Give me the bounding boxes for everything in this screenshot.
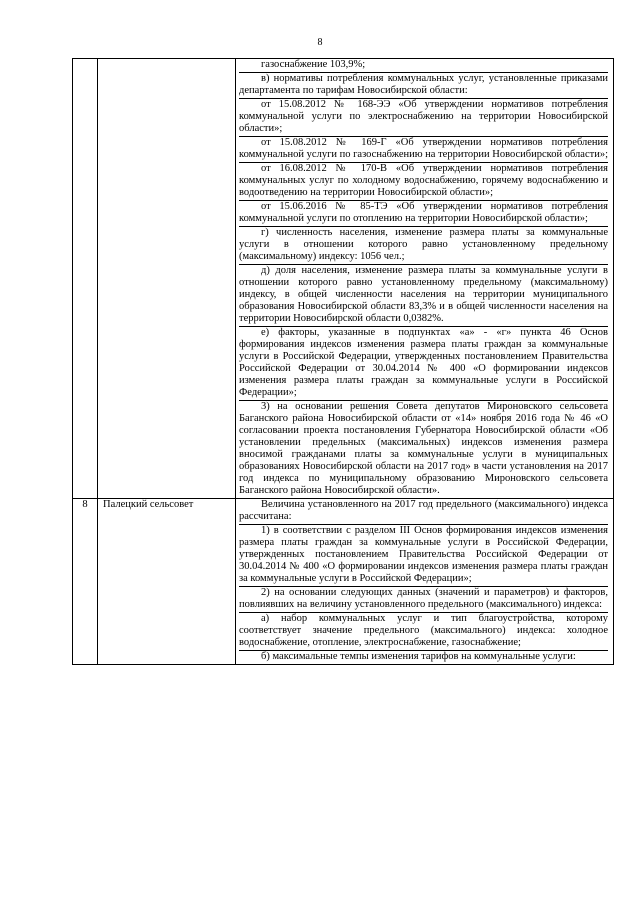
page-number: 8 (317, 37, 323, 48)
municipality-name-cell (98, 59, 236, 499)
paragraph: от 15.06.2016 № 85-ТЭ «Об утверждении нормативов потребления коммунальной услуги по отоплению на территории Новосибирской области»; (239, 201, 608, 227)
paragraph: от 15.08.2012 № 169-Г «Об утверждении нормативов потребления коммунальной услуги по газоснабжению на территории Новосибирской области»; (239, 137, 608, 163)
paragraph: в) нормативы потребления коммунальных услуг, установленные приказами департамента по тарифам Новосибирской области: (239, 73, 608, 99)
paragraph: от 15.08.2012 № 168-ЭЭ «Об утверждении нормативов потребления коммунальной услуги по электроснабжению на территории Новосибирской области»; (239, 99, 608, 137)
row-number-cell (73, 59, 98, 499)
paragraph: 2) на основании следующих данных (значений и параметров) и факторов, повлиявших на величину установленного предельного (максимального) индекса: (239, 587, 608, 613)
paragraph: б) максимальные темпы изменения тарифов на коммунальные услуги: (261, 651, 576, 662)
paragraph: от 16.08.2012 № 170-В «Об утверждении нормативов потребления коммунальных услуг по холодному водоснабжению, горячему водоснабжению и водоотведению на территории Новосибирской области»; (239, 163, 608, 201)
municipalities-table (72, 58, 614, 665)
paragraph: д) доля населения, изменение размера платы за коммунальные услуги в отношении которого равно установленному предельному (максимальному) индексу, в общей численности населения на территории муниципального образования Новосибирской области 83,3% и в общей численности населения на территории Новосибирской области 0,0382%. (239, 265, 608, 327)
paragraph: газоснабжение 103,9%; (239, 59, 608, 73)
municipality-name-cell: Палецкий сельсовет (98, 499, 236, 665)
paragraph: е) факторы, указанные в подпунктах «а» - «г» пункта 46 Основ формирования индексов изменения размера платы граждан за коммунальные услуги в Российской Федерации, утвержденных постановлением Правительства Российской Федерации от 30.04.2014 № 400 «О формировании индексов изменения размера платы граждан за коммунальные услуги в Российской Федерации»; (239, 327, 608, 401)
table-row (73, 59, 614, 499)
paragraph: г) численность населения, изменение размера платы за коммунальные услуги в отношении которого равно установленному предельному (максимальному) индексу: 1056 чел.; (239, 227, 608, 265)
paragraph: 3) на основании решения Совета депутатов Мироновского сельсовета Баганского района Новосибирской области от «14» ноября 2016 года № 46 «О согласовании проекта постановления Губернатора Новосибирской области «Об установлении предельных (максимальных) индексов изменения размера вносимой гражданами платы за коммунальные услуги в муниципальных образованиях Новосибирской области на 2017 год» в части установления на 2017 год индекса по муниципальному образованию Мироновского сельсовета Баганского района Новосибирской области». (239, 401, 608, 496)
justification-cell (236, 59, 614, 499)
row-number-cell: 8 (73, 499, 98, 665)
paragraph: а) набор коммунальных услуг и тип благоустройства, которому соответствует значение предельного (максимального) индекса: холодное водоснабжение, отопление, электроснабжение, газоснабжение; (239, 613, 608, 651)
paragraph: 1) в соответствии с разделом III Основ формирования индексов изменения размера платы граждан за коммунальные услуги в Российской Федерации, утвержденных постановлением Правительства Российской Федерации от 30.04.2014 № 400 «О формировании индексов изменения размера платы граждан за коммунальные услуги в Российской Федерации»; (239, 525, 608, 587)
table-row (73, 499, 614, 665)
paragraph: Величина установленного на 2017 год предельного (максимального) индекса рассчитана: (239, 499, 608, 525)
justification-cell (236, 499, 614, 665)
